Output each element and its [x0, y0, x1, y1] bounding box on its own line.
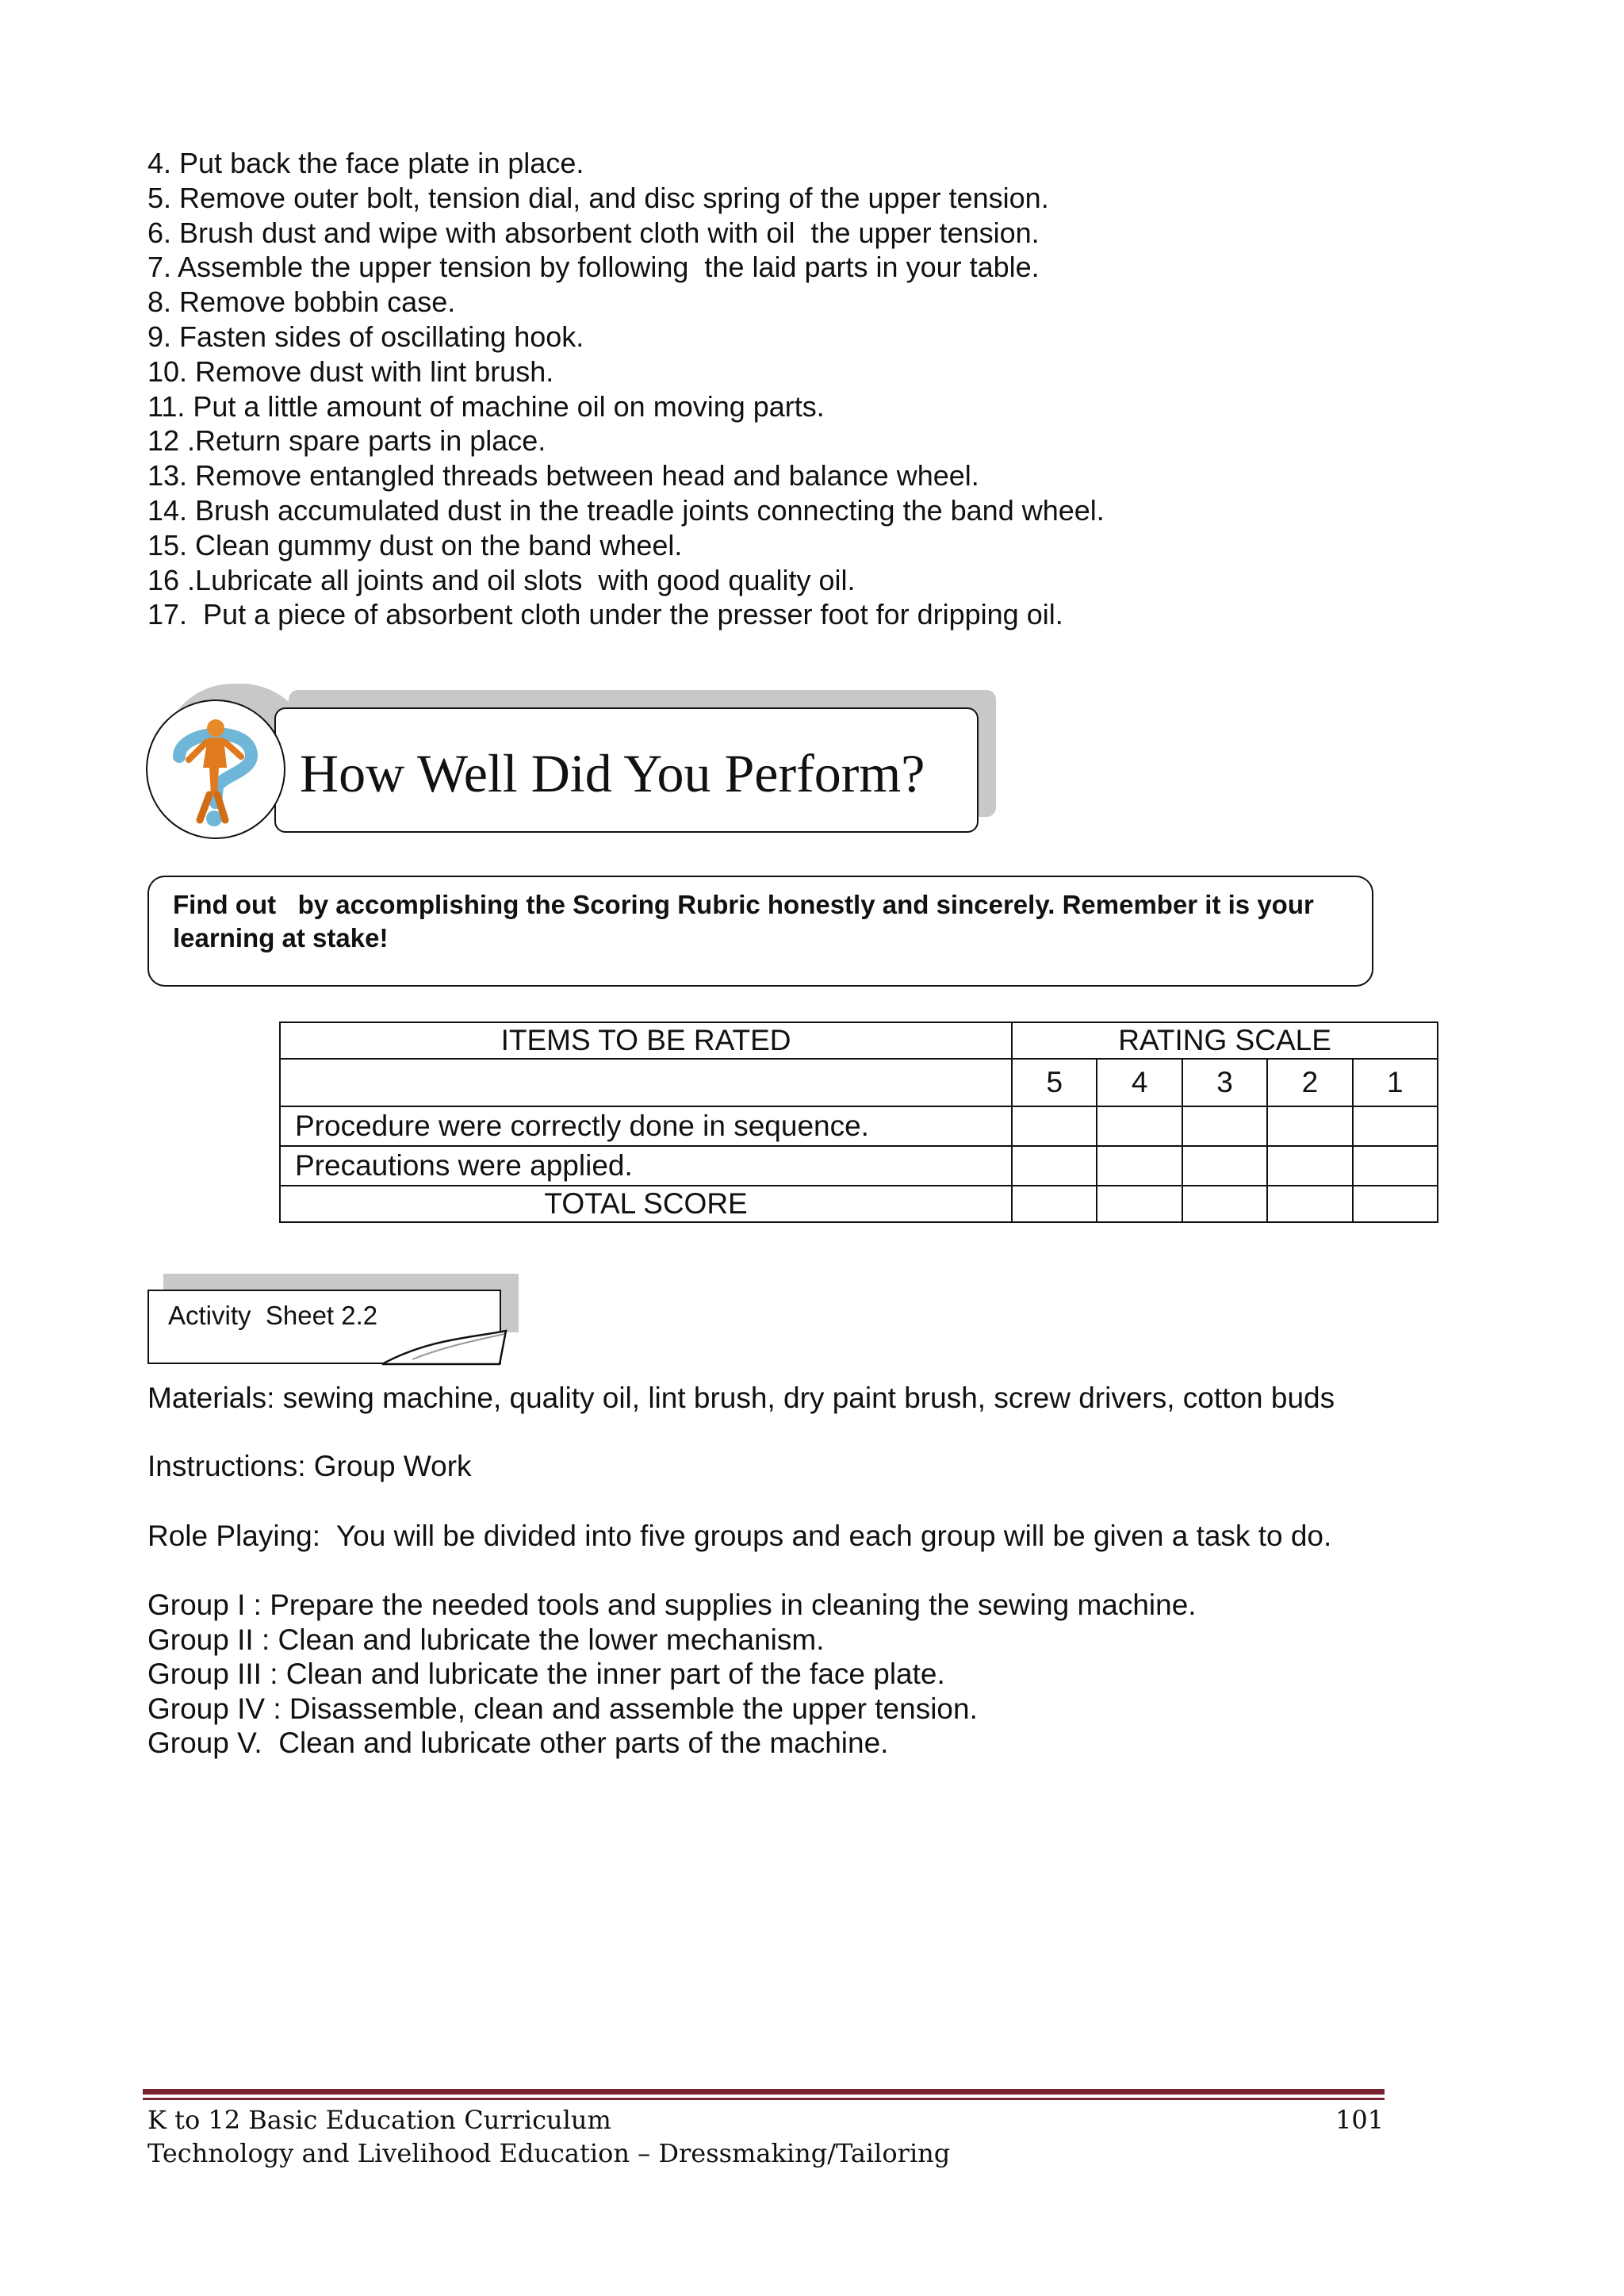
rubric-item: Procedure were correctly done in sequence. — [280, 1106, 1012, 1146]
group-item: Group V. Clean and lubricate other parts of the machine. — [147, 1727, 889, 1760]
section-title: How Well Did You Perform? — [300, 743, 925, 803]
rating-cell[interactable] — [1267, 1186, 1352, 1222]
footer-rule — [143, 2089, 1385, 2095]
rating-cell[interactable] — [1012, 1106, 1097, 1146]
group-item: Group I : Prepare the needed tools and supplies in cleaning the sewing machine. — [147, 1589, 1197, 1621]
step-item: 17. Put a piece of absorbent cloth under the presser foot for dripping oil. — [147, 598, 1063, 631]
rating-cell[interactable] — [1267, 1106, 1352, 1146]
rating-cell[interactable] — [1012, 1146, 1097, 1186]
question-mark-figure-icon — [146, 700, 285, 839]
step-item: 4. Put back the face plate in place. — [147, 147, 584, 179]
scale-value: 1 — [1353, 1059, 1438, 1106]
materials-text: Materials: sewing machine, quality oil, lint brush, dry paint brush, screw drivers, cotton buds — [147, 1382, 1335, 1414]
role-playing-text: Role Playing: You will be divided into five groups and each group will be given a task to do. — [147, 1520, 1332, 1552]
table-row — [280, 1146, 1438, 1186]
total-row — [280, 1186, 1438, 1222]
scale-value: 3 — [1182, 1059, 1267, 1106]
step-item: 15. Clean gummy dust on the band wheel. — [147, 528, 683, 562]
instructions-text: Instructions: Group Work — [147, 1450, 472, 1482]
procedure-steps-list — [147, 146, 1105, 632]
step-item: 16 .Lubricate all joints and oil slots with good quality oil. — [147, 563, 856, 596]
footer-curriculum: K to 12 Basic Education Curriculum — [147, 2105, 611, 2135]
page-curl-icon — [381, 1329, 508, 1367]
rating-cell[interactable] — [1182, 1146, 1267, 1186]
empty-cell — [280, 1059, 1012, 1106]
step-item: 13. Remove entangled threads between head and balance wheel. — [147, 459, 979, 493]
step-item: 6. Brush dust and wipe with absorbent cloth with oil the upper tension. — [147, 216, 1040, 249]
group-tasks-list — [147, 1588, 1197, 1761]
rating-cell[interactable] — [1097, 1146, 1182, 1186]
step-item: 12 .Return spare parts in place. — [147, 424, 546, 458]
rating-cell[interactable] — [1353, 1146, 1438, 1186]
rating-scale-header: RATING SCALE — [1012, 1022, 1438, 1059]
step-item: 11. Put a little amount of machine oil on moving parts. — [147, 389, 825, 423]
rating-cell[interactable] — [1353, 1106, 1438, 1146]
rating-cell[interactable] — [1097, 1106, 1182, 1146]
page-number: 101 — [1335, 2105, 1385, 2135]
scale-value: 5 — [1012, 1059, 1097, 1106]
rating-cell[interactable] — [1097, 1186, 1182, 1222]
step-item: 7. Assemble the upper tension by following the laid parts in your table. — [147, 251, 1040, 284]
scale-value: 4 — [1097, 1059, 1182, 1106]
group-item: Group III : Clean and lubricate the inner part of the face plate. — [147, 1658, 945, 1691]
step-item: 5. Remove outer bolt, tension dial, and disc spring of the upper tension. — [147, 181, 1049, 214]
rating-cell[interactable] — [1353, 1186, 1438, 1222]
rating-cell[interactable] — [1182, 1106, 1267, 1146]
step-item: 14. Brush accumulated dust in the treadle joints connecting the band wheel. — [147, 493, 1105, 527]
footer-rule — [143, 2098, 1385, 2100]
rubric-item: Precautions were applied. — [280, 1146, 1012, 1186]
rating-cell[interactable] — [1012, 1186, 1097, 1222]
scale-row — [280, 1059, 1438, 1106]
group-item: Group II : Clean and lubricate the lower mechanism. — [147, 1623, 825, 1656]
step-item: 8. Remove bobbin case. — [147, 286, 456, 319]
footer-subject: Technology and Livelihood Education – Dressmaking/Tailoring — [147, 2138, 951, 2168]
items-header: ITEMS TO BE RATED — [280, 1022, 1012, 1059]
group-item: Group IV : Disassemble, clean and assemble the upper tension. — [147, 1692, 978, 1725]
table-row — [280, 1106, 1438, 1146]
total-score-label: TOTAL SCORE — [280, 1186, 1012, 1222]
rating-cell[interactable] — [1267, 1146, 1352, 1186]
table-header-row — [280, 1022, 1438, 1059]
instruction-text: Find out by accomplishing the Scoring Rubric honestly and sincerely. Remember it is your learning at stake! — [173, 890, 1322, 953]
scoring-rubric-table — [279, 1022, 1438, 1223]
activity-label: Activity Sheet 2.2 — [168, 1301, 378, 1330]
rating-cell[interactable] — [1182, 1186, 1267, 1222]
step-item: 10. Remove dust with lint brush. — [147, 355, 554, 388]
step-item: 9. Fasten sides of oscillating hook. — [147, 320, 584, 353]
scale-value: 2 — [1267, 1059, 1352, 1106]
